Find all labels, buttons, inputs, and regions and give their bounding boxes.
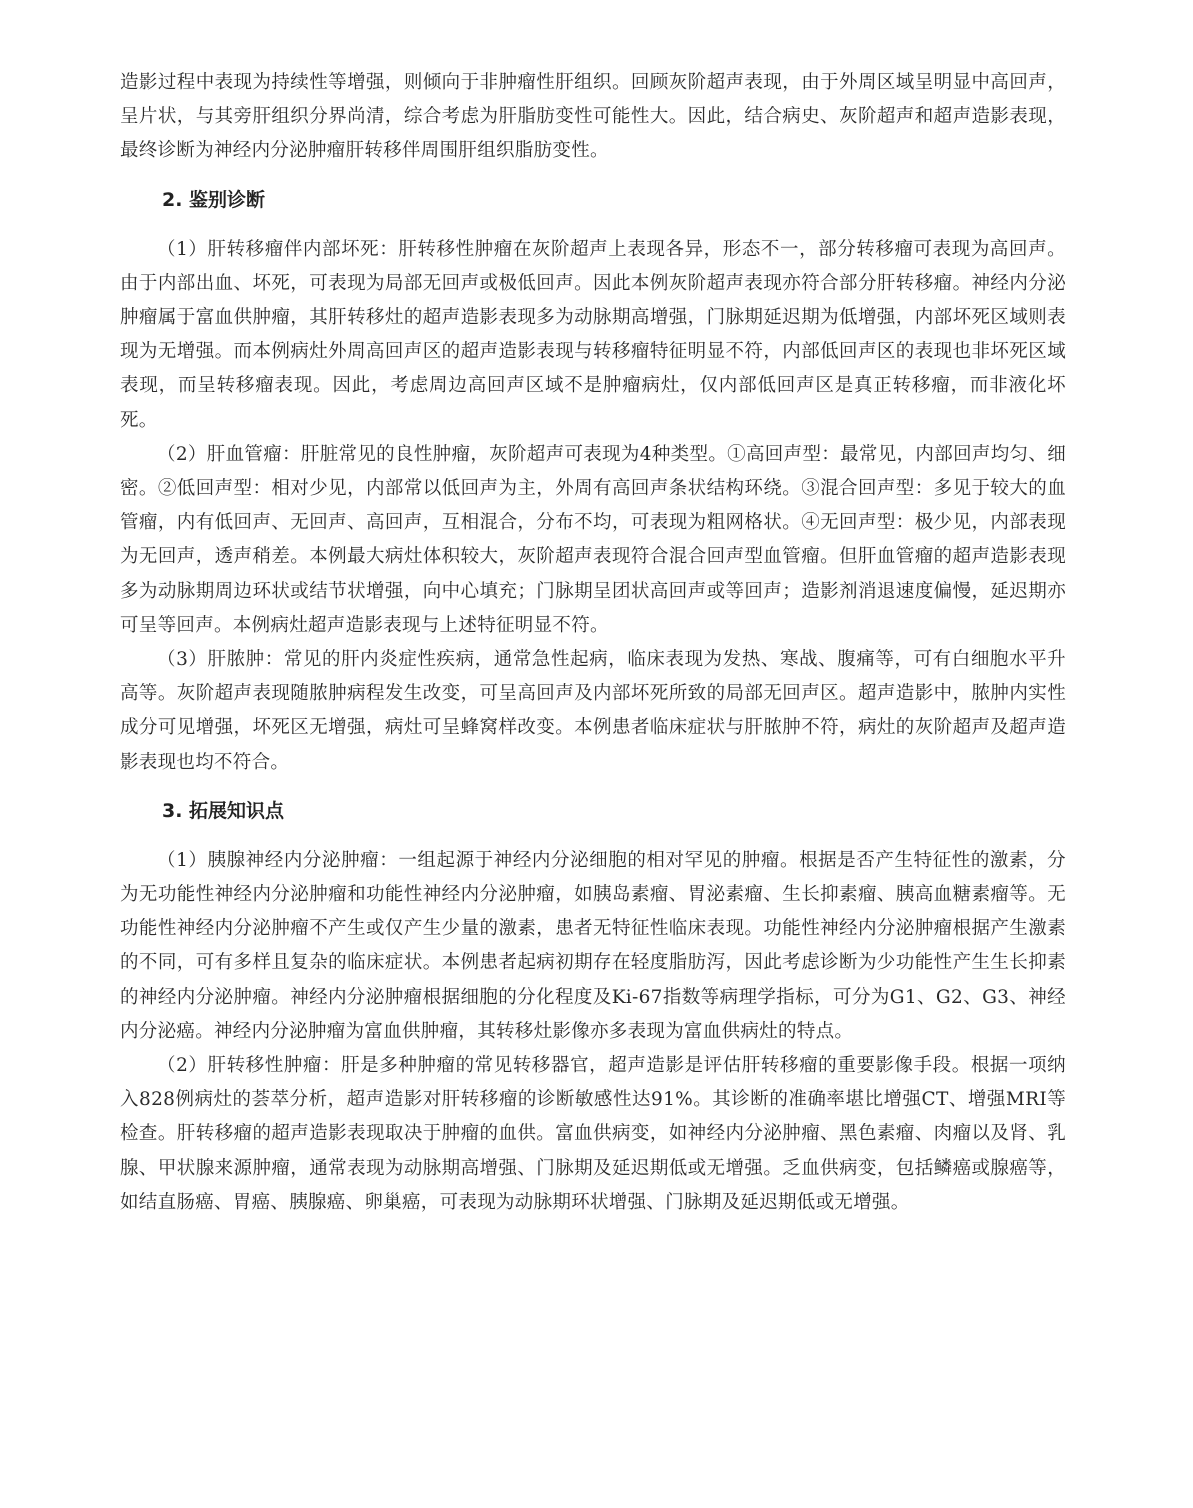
paragraph-liver-metastatic-tumor: （2）肝转移性肿瘤：肝是多种肿瘤的常见转移器官，超声造影是评估肝转移瘤的重要影像手段。根据一项纳入828例病灶的荟萃分析，超声造影对肝转移瘤的诊断敏感性达91%。其诊断的准确率堪比增强CT、增强MRI等检查。肝转移瘤的超声造影表现取决于肿瘤的血供。富血供病变，如神经内分泌肿瘤、黑色素瘤、肉瘤以及肾、乳腺、甲状腺来源肿瘤，通常表现为动脉期高增强、门脉期及延迟期低或无增强。乏血供病变，包括鳞癌或腺癌等，如结直肠癌、胃癌、胰腺癌、卵巢癌，可表现为动脉期环状增强、门脉期及延迟期低或无增强。	[120, 1055, 1066, 1213]
paragraph-intro: 造影过程中表现为持续性等增强，则倾向于非肿瘤性肝组织。回顾灰阶超声表现，由于外周区域呈明显中高回声，呈片状，与其旁肝组织分界尚清，综合考虑为肝脂肪变性可能性大。因此，结合病史、灰阶超声和超声造影表现，最终诊断为神经内分泌肿瘤肝转移伴周围肝组织脂肪变性。	[120, 72, 1066, 162]
paragraph-liver-abscess: （3）肝脓肿：常见的肝内炎症性疾病，通常急性起病，临床表现为发热、寒战、腹痛等，可有白细胞水平升高等。灰阶超声表现随脓肿病程发生改变，可呈高回声及内部坏死所致的局部无回声区。超声造影中，脓肿内实性成分可见增强，坏死区无增强，病灶可呈蜂窝样改变。本例患者临床症状与肝脓肿不符，病灶的灰阶超声及超声造影表现也均不符合。	[120, 649, 1066, 773]
paragraph-pancreatic-net: （1）胰腺神经内分泌肿瘤：一组起源于神经内分泌细胞的相对罕见的肿瘤。根据是否产生特征性的激素，分为无功能性神经内分泌肿瘤和功能性神经内分泌肿瘤，如胰岛素瘤、胃泌素瘤、生长抑素瘤、胰高血糖素瘤等。无功能性神经内分泌肿瘤不产生或仅产生少量的激素，患者无特征性临床表现。功能性神经内分泌肿瘤根据产生激素的不同，可有多样且复杂的临床症状。本例患者起病初期存在轻度脂肪泻，因此考虑诊断为少功能性产生生长抑素的神经内分泌肿瘤。神经内分泌肿瘤根据细胞的分化程度及Ki-67指数等病理学指标，可分为G1、G2、G3、神经内分泌癌。神经内分泌肿瘤为富血供肿瘤，其转移灶影像亦多表现为富血供病灶的特点。	[120, 849, 1066, 1042]
document-page	[120, 66, 1066, 1220]
section-heading-differential-diagnosis: 2. 鉴别诊断	[162, 188, 266, 211]
paragraph-liver-metastasis-necrosis: （1）肝转移瘤伴内部坏死：肝转移性肿瘤在灰阶超声上表现各异，形态不一，部分转移瘤可表现为高回声。由于内部出血、坏死，可表现为局部无回声或极低回声。因此本例灰阶超声表现亦符合部分肝转移瘤。神经内分泌肿瘤属于富血供肿瘤，其肝转移灶的超声造影表现多为动脉期高增强，门脉期延迟期为低增强，内部坏死区域则表现为无增强。而本例病灶外周高回声区的超声造影表现与转移瘤特征明显不符，内部低回声区的表现也非坏死区域表现，而呈转移瘤表现。因此，考虑周边高回声区域不是肿瘤病灶，仅内部低回声区是真正转移瘤，而非液化坏死。	[120, 238, 1066, 431]
paragraph-liver-hemangioma: （2）肝血管瘤：肝脏常见的良性肿瘤，灰阶超声可表现为4种类型。①高回声型：最常见，内部回声均匀、细密。②低回声型：相对少见，内部常以低回声为主，外周有高回声条状结构环绕。③混合回声型：多见于较大的血管瘤，内有低回声、无回声、高回声，互相混合，分布不均，可表现为粗网格状。④无回声型：极少见，内部表现为无回声，透声稍差。本例最大病灶体积较大，灰阶超声表现符合混合回声型血管瘤。但肝血管瘤的超声造影表现多为动脉期周边环状或结节状增强，向中心填充；门脉期呈团状高回声或等回声；造影剂消退速度偏慢，延迟期亦可呈等回声。本例病灶超声造影表现与上述特征明显不符。	[120, 443, 1066, 636]
section-heading-extended-knowledge: 3. 拓展知识点	[162, 799, 285, 822]
